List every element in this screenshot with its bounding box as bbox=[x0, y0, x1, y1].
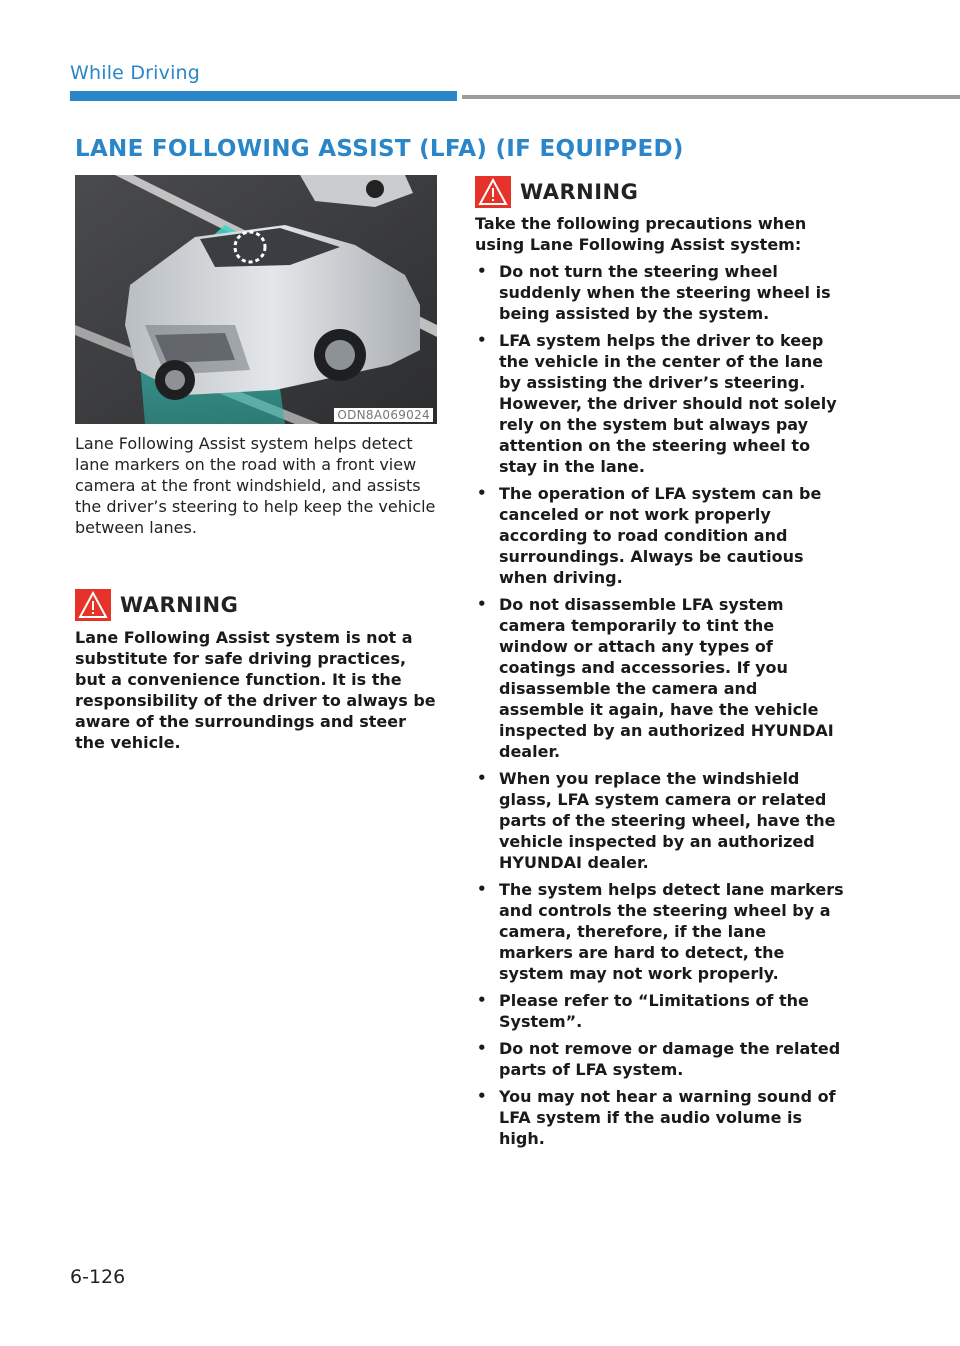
warning-triangle-icon bbox=[75, 589, 111, 621]
car-camera-figure bbox=[75, 175, 437, 424]
warning-heading-right bbox=[475, 176, 638, 208]
list-item: • Please refer to “Limitations of the System”. bbox=[475, 990, 845, 1032]
list-item: • You may not hear a warning sound of LFA system if the audio volume is high. bbox=[475, 1086, 845, 1149]
figure-code: ODN8A069024 bbox=[334, 408, 433, 422]
intro-paragraph: Lane Following Assist system helps detect lane markers on the road with a front view camera at the front windshield, and assists the driver’s steering to help keep the vehicle between lanes. bbox=[75, 434, 436, 537]
list-item: • Do not disassemble LFA system camera temporarily to tint the window or attach any types of coatings and accessories. If you disassemble the camera and assemble it again, have the vehicle inspected by an authorized HYUNDAI dealer. bbox=[475, 594, 845, 762]
warning-triangle-icon bbox=[475, 176, 511, 208]
warning-heading-left bbox=[75, 589, 238, 621]
warning-label: WARNING bbox=[120, 593, 239, 617]
list-item: • The system helps detect lane markers and controls the steering wheel by a camera, therefore, if the lane markers are hard to detect, the system may not work properly. bbox=[475, 879, 845, 984]
warning-right-list bbox=[475, 261, 845, 1155]
page-number: 6-126 bbox=[70, 1266, 126, 1288]
list-item: • Do not remove or damage the related parts of LFA system. bbox=[475, 1038, 845, 1080]
header-rule-accent bbox=[70, 91, 457, 101]
list-item: • The operation of LFA system can be canceled or not work properly according to road condition and surroundings. Always be cautious when driving. bbox=[475, 483, 845, 588]
warning-right-intro: Take the following precautions when using Lane Following Assist system: bbox=[475, 214, 807, 254]
warning-label: WARNING bbox=[520, 180, 639, 204]
list-item: • When you replace the windshield glass, LFA system camera or related parts of the steering wheel, have the vehicle inspected by an authorized HYUNDAI dealer. bbox=[475, 768, 845, 873]
section-title: LANE FOLLOWING ASSIST (LFA) (IF EQUIPPED) bbox=[75, 136, 684, 162]
list-item: • Do not turn the steering wheel suddenly when the steering wheel is being assisted by the system. bbox=[475, 261, 845, 324]
list-item: • LFA system helps the driver to keep the vehicle in the center of the lane by assisting the driver’s steering. However, the driver should not solely rely on the system but always pay attention on the steering wheel to stay in the lane. bbox=[475, 330, 845, 477]
warning-left-text: Lane Following Assist system is not a substitute for safe driving practices, but a convenience function. It is the responsibility of the driver to always be aware of the surroundings and steer the vehicle. bbox=[75, 628, 436, 752]
header-rule-gray bbox=[462, 95, 960, 99]
running-header: While Driving bbox=[70, 62, 201, 84]
car-camera-illustration bbox=[75, 175, 437, 424]
